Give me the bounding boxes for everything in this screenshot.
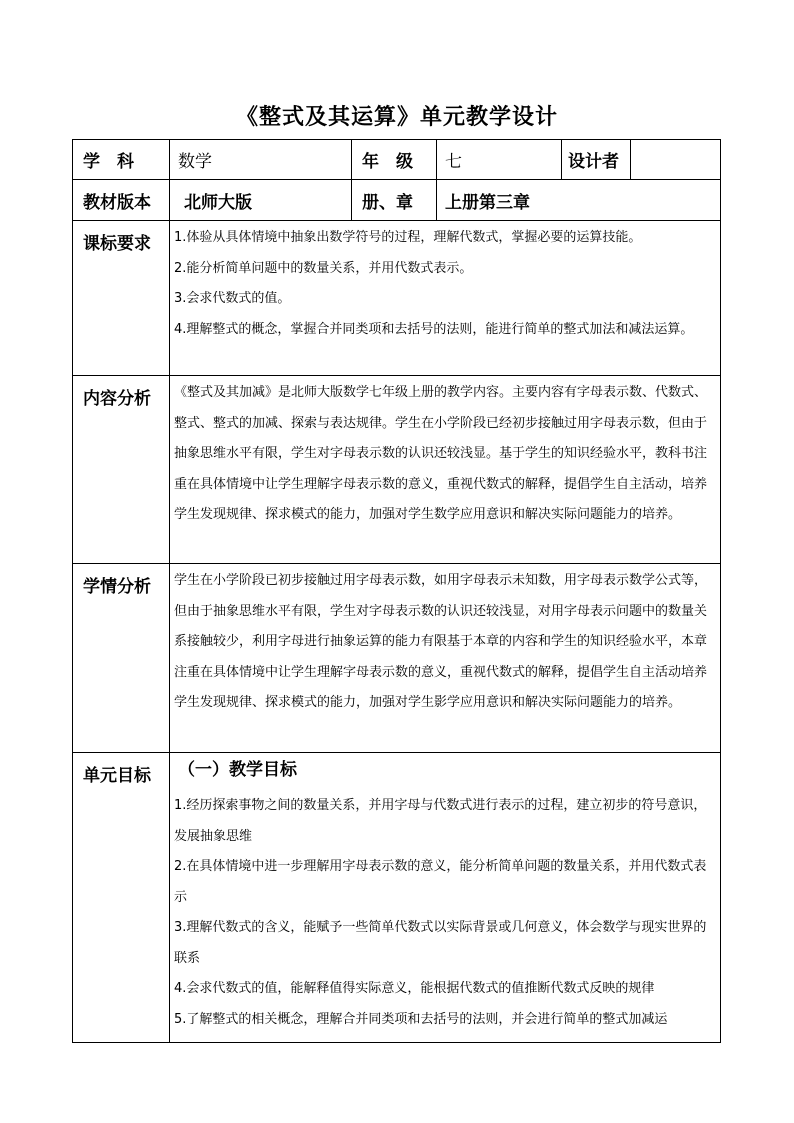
unit-goals-label: 单元目标 [73, 753, 170, 1043]
curriculum-content [170, 221, 721, 376]
content-analysis-text [170, 376, 721, 564]
subject-value: 数学 [170, 140, 352, 180]
grade-label: 年 级 [352, 140, 437, 180]
curriculum-item: 2.能分析简单问题中的数量关系，并用代数式表示。 [174, 260, 473, 276]
student-analysis-row [73, 564, 721, 753]
grade-value: 七 [437, 140, 562, 180]
volume-label: 册、章 [352, 180, 437, 221]
goal-item: 5.了解整式的相关概念，理解合并同类项和去括号的法则，并会进行简单的整式加减运 [174, 1011, 668, 1027]
unit-goals-content [170, 753, 721, 1043]
info-row-edition [73, 180, 721, 221]
goal-item: 1.经历探索事物之间的数量关系，并用字母与代数式进行表示的过程，建立初步的符号意识，发展抽象思维 [174, 798, 707, 844]
student-analysis-label: 学情分析 [73, 564, 170, 753]
lesson-design-table [72, 139, 721, 1043]
unit-goals-row [73, 753, 721, 1043]
curriculum-item: 1.体验从具体情境中抽象出数学符号的过程，理解代数式，掌握必要的运算技能。 [174, 230, 642, 245]
student-analysis-text [170, 564, 721, 753]
curriculum-item: 3.会求代数式的值。 [174, 291, 291, 306]
content-analysis-label: 内容分析 [73, 376, 170, 564]
info-row-subject [73, 140, 721, 180]
designer-label: 设计者 [562, 140, 631, 180]
curriculum-row [73, 221, 721, 376]
content-analysis-paragraph: 《整式及其加减》是北师大版数学七年级上册的教学内容。主要内容有字母表示数、代数式、整式、整式的加减、探索与表达规律。学生在小学阶段已经初步接触过用字母表示数，但由于抽象思维水平有限，学生对字母表示数的认识还较浅显。基于学生的知识经验水平，教科书注重在具体情境中让学生理解字母表示数的意义，重视代数式的解释，提倡学生自主活动，培养学生发现规律、探求模式的能力，加强对学生数学应用意识和解决实际问题能力的培养。 [174, 385, 708, 522]
curriculum-item: 4.理解整式的概念，掌握合并同类项和去括号的法则，能进行简单的整式加法和减法运算。 [174, 321, 694, 337]
teaching-goals-heading: （一）教学目标 [178, 760, 297, 780]
goal-item: 4.会求代数式的值，能解释值得实际意义，能根据代数式的值推断代数式反映的规律 [174, 981, 655, 996]
edition-label: 教材版本 [73, 180, 170, 221]
curriculum-label: 课标要求 [73, 221, 170, 376]
edition-value: 北师大版 [170, 180, 352, 221]
subject-label: 学 科 [73, 140, 170, 180]
student-analysis-paragraph: 学生在小学阶段已初步接触过用字母表示数，如用字母表示未知数，用字母表示数学公式等，但由于抽象思维水平有限，学生对字母表示数的认识还较浅显，对用字母表示问题中的数量关系接触较少，利用字母进行抽象运算的能力有限基于本章的内容和学生的知识经验水平，本章注重在具体情境中让学生理解字母表示数的意义，重视代数式的解释，提倡学生自主活动培养学生发现规律、探求模式的能力，加强对学生影学应用意识和解决实际问题能力的培养。 [174, 573, 708, 710]
volume-value: 上册第三章 [437, 180, 721, 221]
content-analysis-row [73, 376, 721, 564]
designer-value [631, 140, 721, 180]
goal-item: 2.在具体情境中进一步理解用字母表示数的意义，能分析简单问题的数量关系，并用代数式表示 [174, 859, 707, 905]
page-title: 《整式及其运算》单元教学设计 [235, 105, 558, 130]
goal-item: 3.理解代数式的含义，能赋予一些简单代数式以实际背景或几何意义，体会数学与现实世界的联系 [174, 920, 707, 966]
